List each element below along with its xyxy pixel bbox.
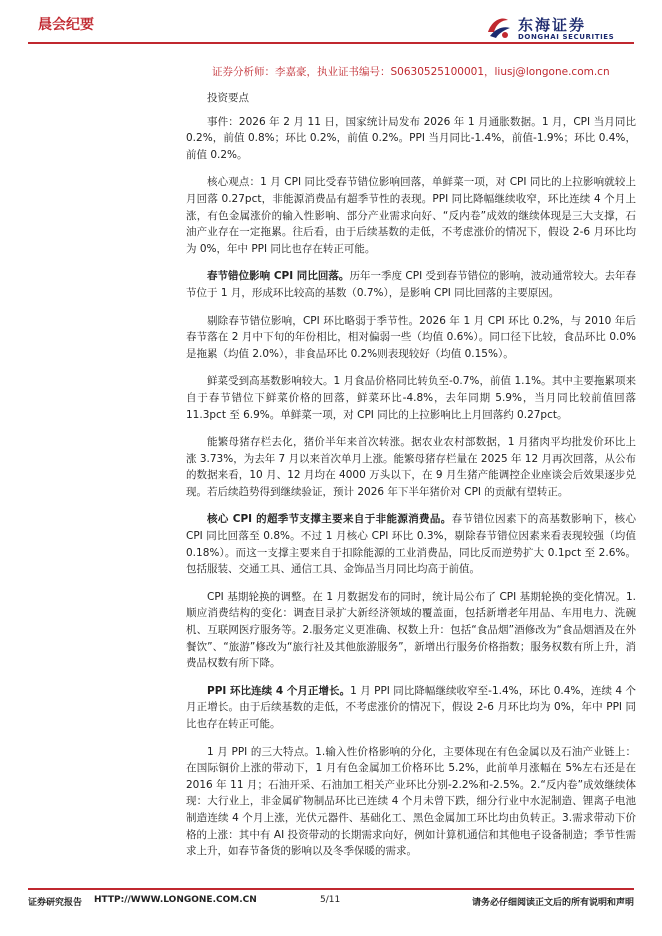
donghai-logo-icon — [484, 14, 512, 42]
paragraph-pork: 能繁母猪存栏去化，猪价半年来首次转涨。据农业农村部数据，1 月猪肉平均批发价环比上涨 3.73%，为去年 7 月以来首次单月上涨。能繁母猪存栏量在 2025 年 12 月再次回落，从公布的数据来看，10 月、12 月均在 4000 万头以下，在 9 月生猪产能调控企业座谈会后效果逐步兑现。若后续趋势得到继续验证，预计 2026 年下半年猪价对 CPI 的贡献有望转正。 — [186, 436, 636, 498]
paragraph-lead: 核心 CPI 的超季节支撑主要来自于非能源消费品。 — [207, 513, 452, 526]
paragraph-lead: PPI 环比连续 4 个月正增长。 — [207, 684, 351, 697]
company-logo — [484, 14, 634, 42]
paragraph-cpi-seasonal: 剔除春节错位影响，CPI 环比略弱于季节性。2026 年 1 月 CPI 环比 0.2%，与 2010 年后春节落在 2 月中下旬的年份相比，相对偏弱一些（均值 0.6%）。同口径下比较，食品环比 0.0%是拖累（均值 2.0%），非食品环比 0.2%则表现较好（均值 0.15%）。 — [186, 314, 636, 360]
header-divider — [28, 42, 634, 44]
paragraph-ppi-features: 1 月 PPI 的三大特点。1.输入性价格影响的分化，主要体现在有色金属以及石油产业链上：在国际铜价上涨的带动下，1 月有色金属加工价格环比 5.2%，此前单月涨幅在 5%左右还是在 2016 年 11 月；石油开采、石油加工相关产业环比分别-2.2%和-2.5%。2.“反内卷”成效继续体现：大行业上，非金属矿物制品环比已连续 4 个月未曾下跌，细分行业中水泥制造、锂离子电池制造连续 4 个月上涨，光伏元器件、基础化工、黑色金属加工环比均由负转正。3.需求带动下价格的上涨：其中有 AI 投资带动的长期需求向好，例如计算机通信和其他电子设备制造；季节性需求上升，如春节备货的影响以及冬季保暖的需求。 — [186, 745, 636, 858]
analyst-info: 证券分析师：李嘉豪，执业证书编号：S0630525100001，liusj@longone.com.cn — [212, 66, 610, 78]
logo-name-cn: 东海证券 — [518, 16, 587, 34]
paragraph-core-cpi: 核心 CPI 的超季节支撑主要来自于非能源消费品。春节错位因素下的高基数影响下，核心 CPI 同比回落至 0.8%。不过 1 月核心 CPI 环比 0.3%，剔除春节错位因素来看表现较强（均值 0.18%）。而这一支撑主要来自于扣除能源的工业消费品，同比反而逆势扩大 0.1pct 至 2.6%。包括服装、交通工具、通信工具、金饰品当月同比均高于前值。 — [186, 513, 636, 576]
footer-disclaimer: 请务必仔细阅读正文后的所有说明和声明 — [471, 898, 634, 908]
paragraph-ppi-growth: PPI 环比连续 4 个月正增长。1 月 PPI 同比降幅继续收窄至-1.4%，环比 0.4%，连续 4 个月正增长。由于后续基数的走低，不考虑涨价的情况下，假设 2-6 月环比均为 0%，年中 PPI 同比也存在转正可能。 — [186, 684, 636, 730]
footer-report-type: 证券研究报告 — [28, 898, 83, 908]
paragraph-vegetables: 鲜菜受到高基数影响较大。1 月食品价格同比转负至-0.7%，前值 1.1%。其中主要拖累项来自于春节错位下鲜菜价格的回落，鲜菜环比-4.8%，去年同期 5.9%，当月同比较前值回落 11.3pct 至 6.9%。单鲜菜一项，对 CPI 同比的上拉影响比上月回落约 0.27pct。 — [186, 375, 636, 421]
paragraph-lead: 春节错位影响 CPI 同比回落。 — [207, 270, 350, 283]
section-heading: 投资要点 — [207, 92, 249, 104]
footer-divider — [28, 888, 634, 890]
footer-website-link[interactable]: HTTP://WWW.LONGONE.COM.CN — [94, 895, 257, 905]
logo-name-en: DONGHAI SECURITIES — [518, 33, 615, 41]
paragraph-event: 事件：2026 年 2 月 11 日，国家统计局发布 2026 年 1 月通胀数据。1 月，CPI 当月同比 0.2%，前值 0.8%；环比 0.2%，前值 0.2%。PPI 当月同比-1.4%，前值-1.9%；环比 0.4%，前值 0.2%。 — [186, 115, 636, 161]
paragraph-core-view: 核心观点：1 月 CPI 同比受春节错位影响回落，单鲜菜一项，对 CPI 同比的上拉影响就较上月回落 0.27pct，非能源消费品有超季节性的表现。PPI 同比降幅继续收窄，环比连续 4 个月上涨，有色金属涨价的输入性影响、部分产业需求向好、“反内卷”成效的继续体现是三大支撑，石油产业存在一定拖累。往后看，由于后续基数的走低，不考虑涨价的情况下，假设 2-6 月环比均为 0%，年中 PPI 同比也存在转正可能。 — [186, 176, 636, 255]
report-body — [186, 90, 636, 871]
header-title: 晨会纪要 — [38, 17, 94, 33]
page-number: 5/11 — [320, 895, 341, 905]
paragraph-spring-festival: 春节错位影响 CPI 同比回落。历年一季度 CPI 受到春节错位的影响，波动通常较大。去年春节位于 1 月，形成环比较高的基数（0.7%），是影响 CPI 同比回落的主要原因。 — [186, 270, 636, 299]
paragraph-cpi-base: CPI 基期轮换的调整。在 1 月数据发布的同时，统计局公布了 CPI 基期轮换的变化情况。1.顺应消费结构的变化：调查目录扩大新经济领域的覆盖面，包括新增老年用品、车用电力、洗碗机、互联网医疗服务等。2.服务定义更准确、权数上升：包括“食品烟”酒修改为“食品烟酒及在外餐饮”、“旅游”修改为“旅行社及其他旅游服务”，新增出行服务价格指数；服务权数有所上升，消费品权数有所下降。 — [186, 590, 636, 670]
